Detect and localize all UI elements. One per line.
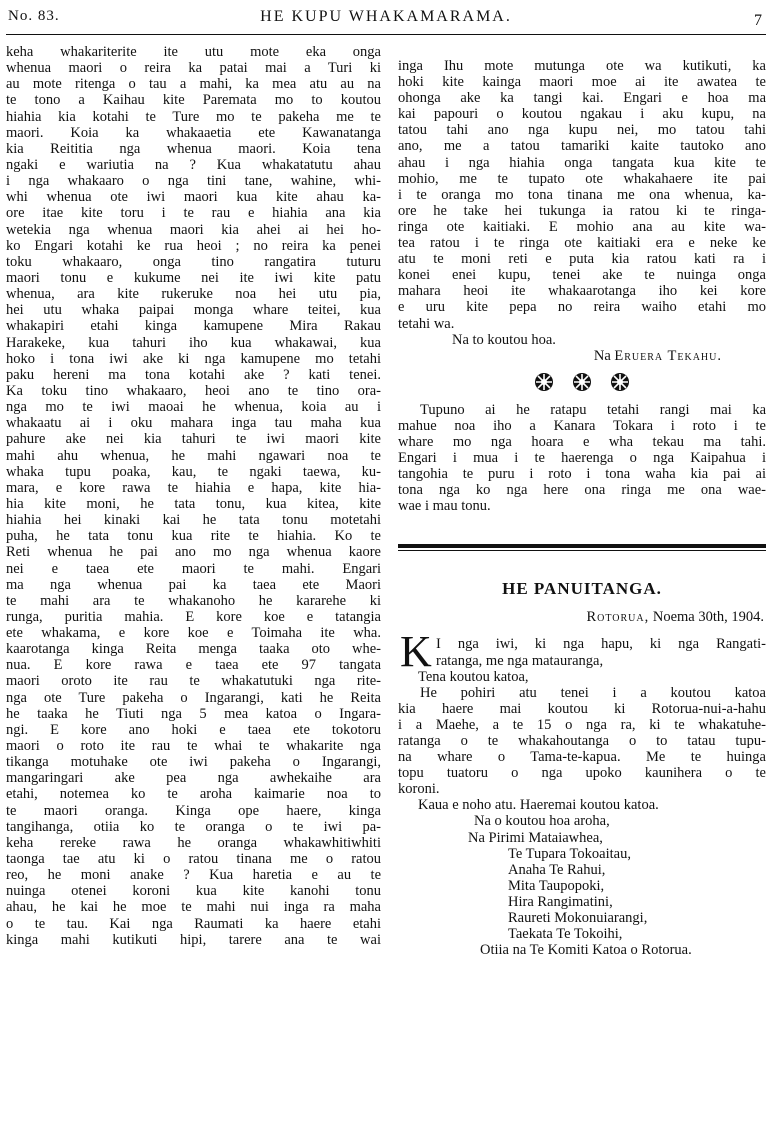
text-line: he taaka he Tiuti nga 5 mea katoa o Ingara- [6, 705, 381, 722]
text-line: e uru kite pepa no reira waiho etahi mo [398, 299, 766, 316]
text-line: nga mo te iwi maoai he whenua, koia au i [6, 399, 381, 416]
text-line: ringa ote kaitiaki. E mohio ana au kite wa- [398, 218, 766, 235]
text-line: ore itae kite toru i te rau e hiahia ana kia [6, 205, 381, 222]
text-line: ore he take hei tukunga ia ratou ki te ringa- [398, 202, 766, 219]
page-header [6, 4, 766, 32]
text-line: ma nga whenua pai ka taea ete Maori [6, 576, 381, 593]
letter-continuation [398, 58, 766, 332]
signer-name: Mita Taupopoki, [508, 877, 605, 894]
notice-place-date [398, 609, 766, 626]
text-line: mahue noa iho a Kanara Tokara i roto i te [398, 417, 766, 434]
text-line: Reti whenua he pai ano mo nga whenua kaore [6, 544, 381, 561]
signer-name: Taekata Te Tokoihi, [508, 926, 623, 943]
text-line: hiahia kia kotahi te Ture mo te pakeha me te [6, 108, 381, 125]
text-line: puha, he tata tonu kua rite te hiahia. Ko te [6, 528, 381, 545]
text-line: whenua maori o reira ka patai mai a Turi ki [6, 60, 381, 77]
signer-list [398, 830, 766, 959]
flower-ornament-icon [572, 372, 592, 392]
text-line: mangaringari ake pea nga awhekaihe ara [6, 770, 381, 787]
text-line: hiahia hei kinaki kai he tata tonu motetahi [6, 512, 381, 529]
text-line: Harakeke, kua tahuri iho kua whakawai, kua [6, 334, 381, 351]
text-line: koroni. [398, 781, 440, 798]
text-line: tikanga motuhake ote iwi pakeha o Ingarangi, [6, 754, 381, 771]
text-line: ratanga o te whakahoutanga o to tatau tupu- [398, 733, 766, 749]
text-line: Engari i mua i te haerenga o nga Kaipahua i [398, 450, 766, 467]
opening-line: I nga iwi, ki nga hapu, ki nga Rangati- [436, 636, 766, 653]
text-line: hoko i tona iwi ake ki nga kamupene mo tetahi [6, 350, 381, 367]
text-line: whi whenua ote iwi maori kua kite ahau ka- [6, 189, 381, 206]
signer-name: Hira Rangimatini, [508, 893, 613, 910]
text-line: Tupuno ai he ratapu tetahi rangi mai ka [420, 401, 766, 418]
text-line: ete whakama, e kore koe e Toimaha ite wha. [6, 625, 381, 642]
text-line: o te tau. Kai nga Raumati ka haere etahi [6, 915, 381, 932]
text-line: mara, e kore rawa te hiahia e hapa, kite hia- [6, 479, 381, 496]
text-line: ahau i nga hiahia onga tangata kua kite te [398, 154, 766, 171]
text-line: pahure ake nei kia tahuri te iwi maori kite [6, 431, 381, 448]
text-line: Ka toku tino whakaaro, heoi ano te tino ora- [6, 382, 381, 399]
text-line: au mote ritenga o tau a mahi, ka mea atu au na [6, 76, 381, 93]
opening-line: ratanga, me nga matauranga, [436, 652, 604, 669]
text-line: tetahi wa. [398, 315, 455, 332]
text-line: mohio, me te tupato ote whakahaere ite pai [398, 170, 766, 187]
text-line: taonga tae atu ki o ratou tinana me o ratou [6, 851, 381, 868]
text-line: tona nga ko nga here ona ringa me ona wae- [398, 482, 766, 499]
text-line: tangohia te puru i roto i tona waha kia pai ai [398, 466, 766, 483]
text-line: atu te moni reti e puta kia ratou kati ra i [398, 251, 766, 268]
text-line: toku whakaaro, onga tino rangatira tuturu [6, 253, 381, 270]
text-line: ngi. E kore ano hoki e taea ete tokotoru [6, 721, 381, 738]
text-line: reo, he moni anake ? Kua haretia e au te [6, 867, 381, 884]
signature-name: Eruera Tekahu. [614, 347, 722, 364]
text-line: nua. E kore rawa e taea ete 97 tangata [6, 657, 381, 674]
signer-name: Raureti Mokonuiarangi, [508, 910, 648, 927]
text-line: whare mo nga hoara e wha tekau ma tahi. [398, 433, 766, 450]
text-line: whenua, ara kite rukeruke noa hei utu pia, [6, 286, 381, 303]
notice-title: HE PANUITANGA. [502, 579, 662, 599]
text-line: kai papouri o koutou ngakau i aku kupu, na [398, 106, 766, 123]
signer-name: Na Pirimi Mataiawhea, [468, 829, 603, 846]
second-paragraph [398, 402, 766, 515]
text-line: keha rereke rawa he oranga whakawhitiwhiti [6, 834, 381, 851]
text-line: ahau, he kai he moe te mahi nui inga ra maha [6, 899, 381, 916]
text-line: ko Engari kotahi ke rua heoi ; no reira ka penei [6, 237, 381, 254]
header-rule [6, 34, 766, 35]
flower-ornament-icon [610, 372, 630, 392]
text-line: inga Ihu mote mutunga ote wa kutikuti, ka [398, 58, 766, 74]
text-line: wae i mau tonu. [398, 498, 491, 515]
text-line: tatou tahi ano nga kupu nei, mo tatou tahi [398, 122, 766, 139]
drop-cap: K [400, 627, 432, 677]
text-line: kaarotanga kinga Reita menga taaka oto whe- [6, 641, 381, 658]
signature-line [398, 348, 766, 364]
text-line: ano, me a tatou tamariki kaite tautoko ano [398, 138, 766, 155]
text-line: nga ote Ture pakeha o Ingarangi, kati he Reita [6, 689, 381, 706]
text-line: i te oranga mo tona tinana me ona whenua, ka- [398, 186, 766, 203]
issue-number: No. 83. [8, 8, 60, 24]
text-line: keha whakariterite ite utu mote eka onga [6, 44, 381, 60]
text-line: nuinga otenei koroni kua kite kanohi tonu [6, 883, 381, 900]
notice-place: Rotorua, [586, 609, 650, 626]
text-line: te tono a Kaihau kite Paremata mo to koutou [6, 92, 381, 109]
text-line: tea ratou i te ringa ote kaitiaki era e neke ke [398, 235, 766, 252]
notice-greeting: Tena koutou katoa, [418, 668, 529, 685]
signer-name: Anaha Te Rahui, [508, 861, 606, 878]
text-line: hoki kite kainga maori moe ai ite awatea te [398, 74, 766, 91]
notice-body [398, 685, 766, 798]
text-line: hia kite moni, he tata tonu, kua kitea, kite [6, 495, 381, 512]
text-line: topu tuatoru o nga upoko kaunihera o te [398, 765, 766, 782]
notice-farewell: Kaua e noho atu. Haeremai koutou katoa. [418, 797, 659, 814]
text-line: paku hereni ma tona kotahi ake ? kati tenei. [6, 366, 381, 383]
flower-ornament-icon [534, 372, 554, 392]
text-line: kia Reititia nga whenua maori. Koia tena [6, 140, 381, 157]
text-line: whaka tupu poaka, kau, te ngaki taewa, ku- [6, 463, 381, 480]
signature-prefix: Na [593, 347, 611, 364]
text-line: maori. Koia ka whakaaetia ete Kawanatanga [6, 124, 381, 141]
text-line: i a Maehe, a te 15 o nga ra, ki te whakatuhe- [398, 716, 766, 733]
text-line: maori tonu e kukume nei ite iwi kite patu [6, 269, 381, 286]
text-line: maori o roto ite rau te whai te whakarite nga [6, 738, 381, 755]
text-line: runga, puritia mahia. E kore koe e tatangia [6, 608, 381, 625]
text-line: kinga mahi kutikuti hipi, tarere ana te wai [6, 931, 381, 948]
text-line: whakaatu ai i oku mahara inga tau maha kua [6, 415, 381, 432]
page-number: 7 [754, 12, 762, 29]
text-line: whakapiri etahi kinga kamupene Mira Rakau [6, 318, 381, 335]
notice-from: Na o koutou hoa aroha, [474, 813, 610, 830]
notice-date: Noema 30th, 1904. [652, 609, 764, 626]
text-line: nei e taea ete maori te mahi. Engari [6, 560, 381, 577]
text-line: maori oroto ite rau te whakatutuki nga rite- [6, 673, 381, 690]
signer-name: Te Tupara Tokoaitau, [508, 845, 631, 862]
text-line: wetekia nga whenua maori kia ahei ai hei ho- [6, 221, 381, 238]
signer-name: Otiia na Te Komiti Katoa o Rotorua. [480, 942, 692, 959]
text-line: mahi ahu whenua, he mahi ngawari noa te [6, 447, 381, 464]
text-line: kia haere mai koutou ki Rotorua-nui-a-hahu [398, 700, 766, 717]
text-line: konei enei kupu, tenei ake te nuinga onga [398, 267, 766, 284]
text-line: mahara heoi ite whakaarotanga iho kei kore [398, 283, 766, 300]
text-line: na whare o Tama-te-kapua. Me te huinga [398, 749, 766, 766]
text-line: te maori oranga. Kinga ope haere, kinga [6, 802, 381, 819]
text-line: te mahi ara te whakanoho he kararehe ki [6, 592, 381, 609]
right-column [398, 58, 766, 958]
text-line: hei utu whaka paipai monga whare teitei, kua [6, 302, 381, 319]
text-line: tangihanga, otiia ko te oranga o te iwi pa- [6, 818, 381, 835]
text-line: etahi, notemea ko te aroha kaimarie noa to [6, 786, 381, 803]
closing-line: Na to koutou hoa. [452, 331, 556, 348]
section-rule [398, 544, 766, 551]
text-line: ohonga ake ka tangi kai. Engari e hoa ma [398, 90, 766, 107]
left-column [6, 44, 381, 948]
page-title: HE KUPU WHAKAMARAMA. [260, 8, 512, 25]
text-line: He pohiri atu tenei i a koutou katoa [420, 684, 766, 701]
text-line: i nga whakaaro o nga tini tane, wahine, whi- [6, 173, 381, 190]
ornament-divider [398, 372, 766, 392]
text-line: ngaki e wariutia na ? Kua whakatatutu ahau [6, 156, 381, 173]
